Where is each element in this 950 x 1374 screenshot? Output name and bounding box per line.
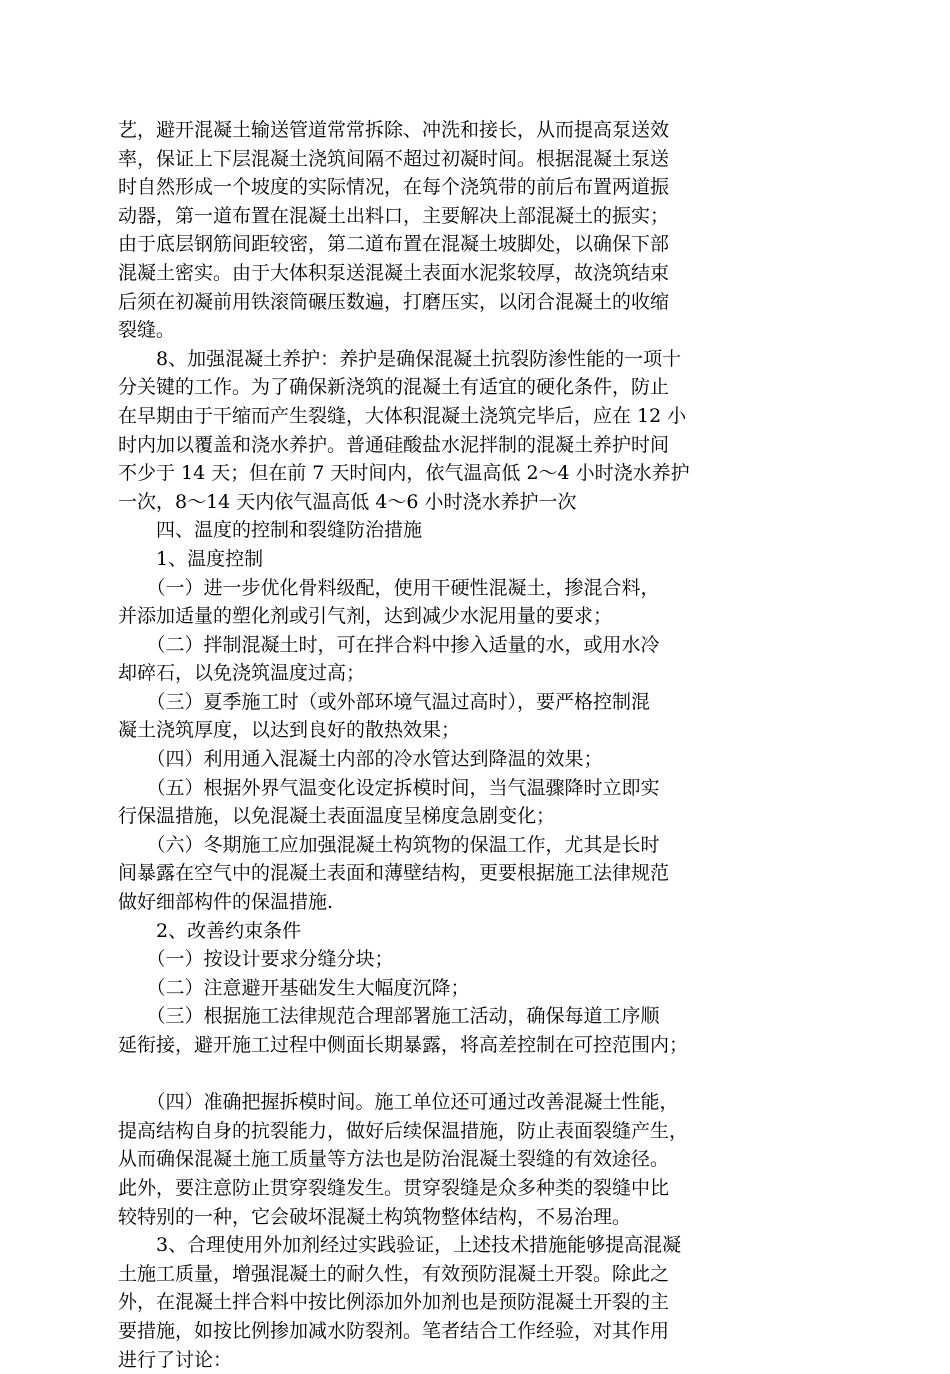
text-line: 从而确保混凝土施工质量等方法也是防治混凝土裂缝的有效途径。 bbox=[118, 1148, 670, 1171]
subsection-heading: 1、温度控制 bbox=[118, 547, 264, 570]
text-line: 一次，8～14 天内依气温高低 4～6 小时浇水养护一次 bbox=[118, 490, 577, 513]
text-line: 在早期由于干缩而产生裂缝，大体积混凝土浇筑完毕后，应在 12 小 bbox=[118, 404, 687, 427]
text-line: （三）根据施工法律规范合理部署施工活动，确保每道工序顺 bbox=[118, 1005, 660, 1028]
text-line: 动器，第一道布置在混凝土出料口，主要解决上部混凝土的振实； bbox=[118, 204, 670, 227]
text-line: 行保温措施，以免混凝土表面温度呈梯度急剧变化； bbox=[118, 805, 556, 828]
text-line: （四）准确把握拆模时间。施工单位还可通过改善混凝土性能， bbox=[118, 1091, 679, 1114]
text-line: 裂缝。 bbox=[118, 319, 176, 342]
text-line: （五）根据外界气温变化设定拆模时间，当气温骤降时立即实 bbox=[118, 776, 660, 799]
text-line: 不少于 14 天；但在前 7 天时间内，依气温高低 2～4 小时浇水养护 bbox=[118, 462, 690, 485]
text-line: （一）按设计要求分缝分块； bbox=[118, 948, 394, 971]
text-line: （三）夏季施工时（或外部环境气温过高时），要严格控制混 bbox=[118, 690, 651, 713]
text-line: （一）进一步优化骨料级配，使用干硬性混凝土，掺混合料， bbox=[118, 576, 660, 599]
text-line: 8、加强混凝土养护：养护是确保混凝土抗裂防渗性能的一项十 bbox=[118, 347, 682, 370]
text-line: 延衔接，避开施工过程中侧面长期暴露，将高差控制在可控范围内； bbox=[118, 1034, 689, 1056]
text-line: 进行了讨论： bbox=[118, 1348, 233, 1371]
text-line: 时内加以覆盖和浇水养护。普通硅酸盐水泥拌制的混凝土养护时间 bbox=[118, 433, 670, 456]
text-line: 时自然形成一个坡度的实际情况，在每个浇筑带的前后布置两道振 bbox=[118, 176, 670, 199]
text-line: 并添加适量的塑化剂或引气剂，达到减少水泥用量的要求； bbox=[118, 605, 613, 628]
text-line: （二）拌制混凝土时，可在拌合料中掺入适量的水，或用水冷 bbox=[118, 633, 660, 656]
text-line: 土施工质量，增强混凝土的耐久性，有效预防混凝土开裂。除此之 bbox=[118, 1262, 670, 1285]
text-line: 分关键的工作。为了确保新浇筑的混凝土有适宜的硬化条件，防止 bbox=[118, 376, 670, 399]
text-line: 艺，避开混凝土输送管道常常拆除、冲洗和接长，从而提高泵送效 bbox=[118, 119, 670, 141]
text-line: 做好细部构件的保温措施. bbox=[118, 891, 334, 914]
text-line: （二）注意避开基础发生大幅度沉降； bbox=[118, 976, 470, 999]
text-line: 外，在混凝土拌合料中按比例添加外加剂也是预防混凝土开裂的主 bbox=[118, 1291, 670, 1314]
document-body bbox=[118, 116, 830, 1374]
text-line: 由于底层钢筋间距较密，第二道布置在混凝土坡脚处，以确保下部 bbox=[118, 233, 670, 256]
text-line: 要措施，如按比例掺加减水防裂剂。笔者结合工作经验，对其作用 bbox=[118, 1319, 670, 1342]
text-line: 凝土浇筑厚度，以达到良好的散热效果； bbox=[118, 719, 461, 742]
text-line: 较特别的一种，它会破坏混凝土构筑物整体结构，不易治理。 bbox=[118, 1205, 632, 1228]
text-line: 后须在初凝前用铁滚筒碾压数遍，打磨压实，以闭合混凝土的收缩 bbox=[118, 290, 670, 313]
text-line: （四）利用通入混凝土内部的冷水管达到降温的效果； bbox=[118, 748, 603, 771]
blank-line bbox=[118, 1060, 830, 1089]
text-line: （六）冬期施工应加强混凝土构筑物的保温工作，尤其是长时 bbox=[118, 833, 660, 856]
text-line: 3、合理使用外加剂经过实践验证，上述技术措施能够提高混凝 bbox=[118, 1234, 682, 1257]
text-line: 此外，要注意防止贯穿裂缝发生。贯穿裂缝是众多种类的裂缝中比 bbox=[118, 1176, 670, 1199]
text-line: 提高结构自身的抗裂能力，做好后续保温措施，防止表面裂缝产生， bbox=[118, 1119, 689, 1142]
subsection-heading: 2、改善约束条件 bbox=[118, 919, 302, 942]
section-heading: 四、温度的控制和裂缝防治措施 bbox=[118, 519, 423, 542]
text-line: 间暴露在空气中的混凝土表面和薄壁结构，更要根据施工法律规范 bbox=[118, 862, 670, 885]
text-line: 混凝土密实。由于大体积泵送混凝土表面水泥浆较厚，故浇筑结束 bbox=[118, 261, 670, 284]
text-line: 率，保证上下层混凝土浇筑间隔不超过初凝时间。根据混凝土泵送 bbox=[118, 147, 670, 170]
text-line: 却碎石，以免浇筑温度过高； bbox=[118, 662, 366, 685]
